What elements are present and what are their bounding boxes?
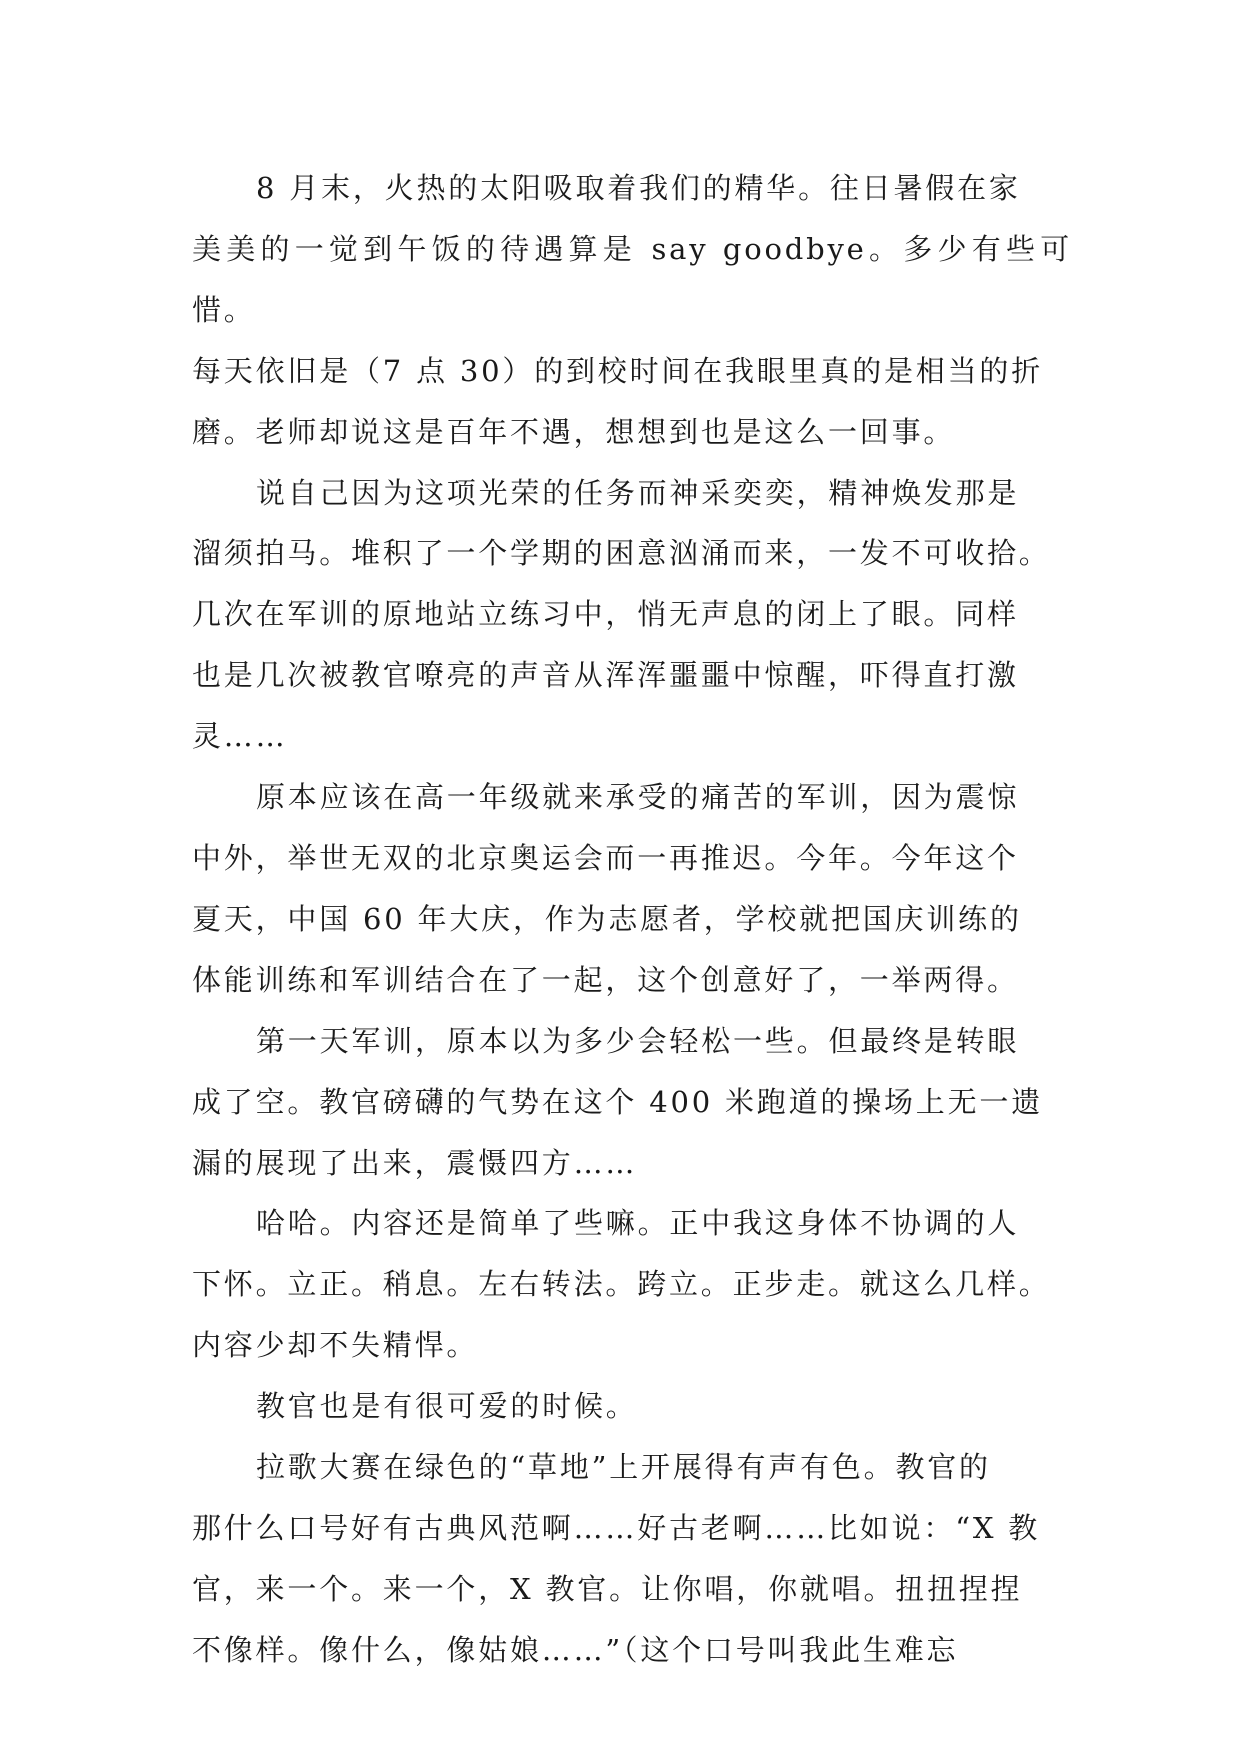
paragraph-2: 说自己因为这项光荣的任务而神采奕奕，精神焕发那是 溜须拍马。堆积了一个学期的困意汹涌而来，一发不可收拾。 几次在军训的原地站立练习中，悄无声息的闭上了眼。同样 也是几次被教官嘹亮的声音从浑浑噩噩中惊醒，吓得直打激 灵…… <box>192 475 1051 754</box>
paragraph-3: 原本应该在高一年级就来承受的痛苦的军训，因为震惊 中外，举世无双的北京奥运会而一再推迟。今年。今年这个 夏天，中国 60 年大庆，作为志愿者，学校就把国庆训练的 体能训练和军训结合在了一起，这个创意好了，一举两得。 <box>192 780 1022 997</box>
paragraph-7: 拉歌大赛在绿色的“草地”上开展得有声有色。教官的 那什么口号好有古典风范啊……好古老啊……比如说：“X 教 官，来一个。来一个，X 教官。让你唱，你就唱。扭扭捏捏 不像样。像什么，像姑娘……”（这个口号叫我此生难忘 <box>192 1450 1041 1667</box>
paragraph-4: 第一天军训，原本以为多少会轻松一些。但最终是转眼 成了空。教官磅礴的气势在这个 400 米跑道的操场上无一遗 漏的展现了出来，震慑四方…… <box>192 1023 1043 1180</box>
paragraph-5: 哈哈。内容还是简单了些嘛。正中我这身体不协调的人 下怀。立正。稍息。左右转法。跨立。正步走。就这么几样。 内容少却不失精悍。 <box>192 1206 1051 1363</box>
paragraph-1: 8 月末，火热的太阳吸取着我们的精华。往日暑假在家 美美的一觉到午饭的待遇算是 say goodbye。多少有些可惜。 每天依旧是（7 点 30）的到校时间在我眼里真的是相当的折 磨。老师却说这是百年不遇，想想到也是这么一回事。 <box>192 171 1072 449</box>
document-body <box>192 158 1072 1681</box>
paragraph-6: 教官也是有很可爱的时候。 <box>256 1389 638 1424</box>
